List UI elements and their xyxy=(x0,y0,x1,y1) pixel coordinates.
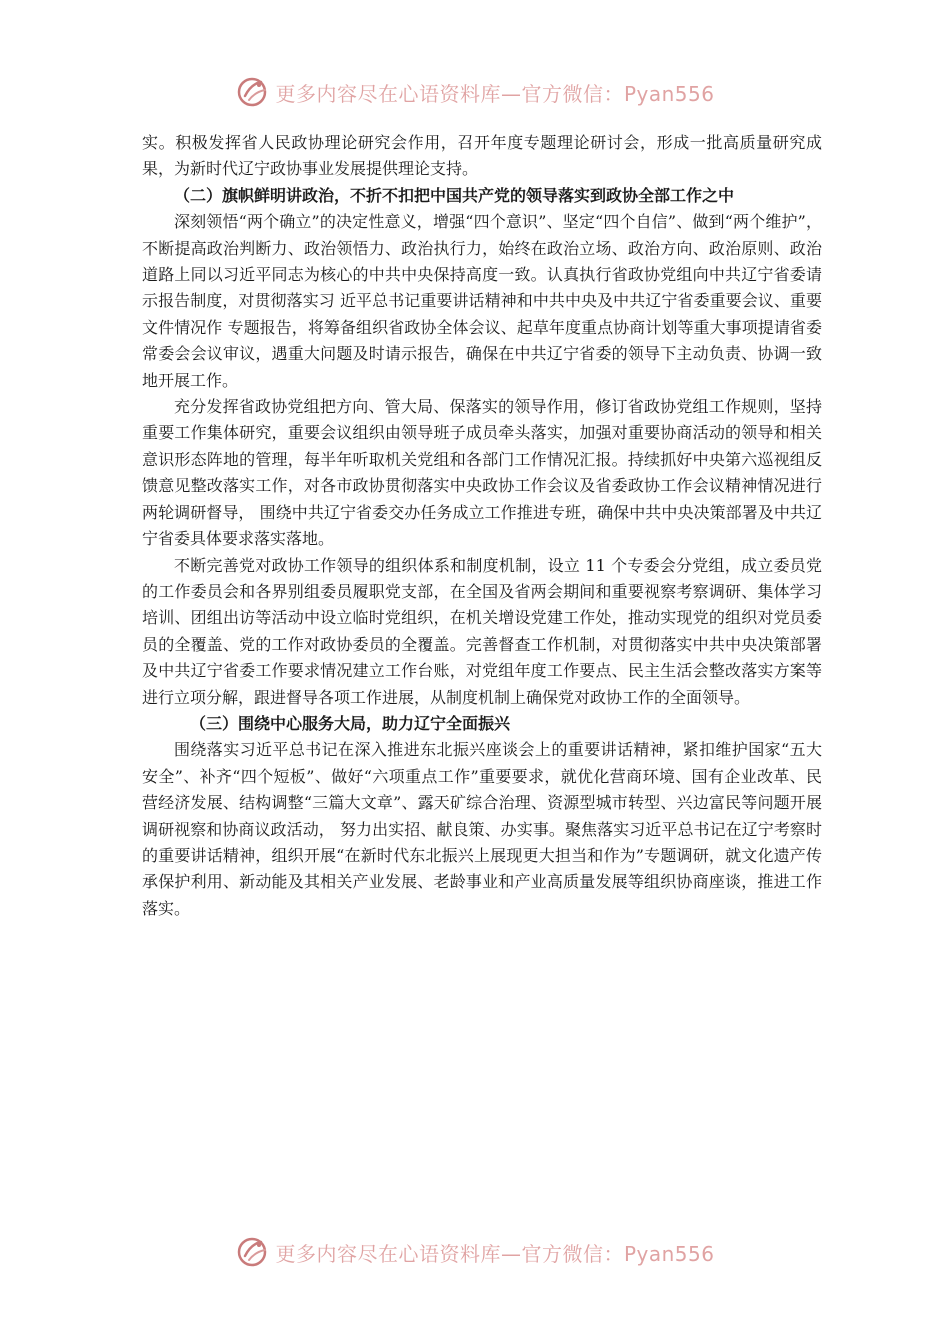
paragraph: 围绕落实习近平总书记在深入推进东北振兴座谈会上的重要讲话精神，紧扣维护国家“五大安全”、补齐“四个短板”、做好“六项重点工作”重要要求，就优化营商环境、国有企业改革、民营经济发展、结构调整“三篇大文章”、露天矿综合治理、资源型城市转型、兴边富民等问题开展调研视察和协商议政活动， 努力出实招、献良策、办实事。聚焦落实习近平总书记在辽宁考察时的重要讲话精神，组织开展“在新时代东北振兴上展现更大担当和作为”专题调研，就文化遗产传承保护利用、新动能及其相关产业发展、老龄事业和产业高质量发展等组织协商座谈，推进工作落实。 xyxy=(142,740,822,918)
library-logo-icon xyxy=(235,1234,271,1270)
library-logo-icon xyxy=(235,74,271,110)
section-heading-2: （二）旗帜鲜明讲政治，不折不扣把中国共产党的领导落实到政协全部工作之中 xyxy=(174,185,735,205)
header-banner xyxy=(0,72,950,112)
footer-banner xyxy=(0,1232,950,1272)
paragraph-continued: 实。积极发挥省人民政协理论研究会作用，召开年度专题理论研讨会，形成一批高质量研究成果，为新时代辽宁政协事业发展提供理论支持。 xyxy=(142,133,822,179)
paragraph: 充分发挥省政协党组把方向、管大局、保落实的领导作用，修订省政协党组工作规则，坚持重要工作集体研究，重要会议组织由领导班子成员牵头落实，加强对重要协商活动的领导和相关意识形态阵地的管理，每半年听取机关党组和各部门工作情况汇报。持续抓好中央第六巡视组反馈意见整改落实工作，对各市政协贯彻落实中央政协工作会议及省委政协工作会议精神情况进行两轮调研督导， 围绕中共辽宁省委交办任务成立工作推进专班，确保中共中央决策部署及中共辽宁省委具体要求落实落地。 xyxy=(142,397,822,549)
paragraph: 不断完善党对政协工作领导的组织体系和制度机制，设立 11 个专委会分党组，成立委员党的工作委员会和各界别组委员履职党支部，在全国及省两会期间和重要视察考察调研、集体学习培训、团组出访等活动中设立临时党组织，在机关增设党建工作处，推动实现党的组织对党员委员的全覆盖、党的工作对政协委员的全覆盖。完善督查工作机制，对贯彻落实中共中央决策部署及中共辽宁省委工作要求情况建立工作台账，对党组年度工作要点、民主生活会整改落实方案等进行立项分解，跟进督导各项工作进展，从制度机制上确保党对政协工作的全面领导。 xyxy=(142,555,822,707)
paragraph: 深刻领悟“两个确立”的决定性意义，增强“四个意识”、坚定“四个自信”、做到“两个维护”，不断提高政治判断力、政治领悟力、政治执行力，始终在政治立场、政治方向、政治原则、政治道路上同以习近平同志为核心的中共中央保持高度一致。认真执行省政协党组向中共辽宁省委请示报告制度，对贯彻落实习 近平总书记重要讲话精神和中共中央及中共辽宁省委重要会议、重要文件情况作 专题报告，将筹备组织省政协全体会议、起草年度重点协商计划等重大事项提请省委常委会会议审议，遇重大问题及时请示报告，确保在中共辽宁省委的领导下主动负责、协调一致地开展工作。 xyxy=(142,212,822,390)
footer-banner-text: 更多内容尽在心语资料库—官方微信：Pyan556 xyxy=(275,1241,715,1266)
document-body xyxy=(142,130,822,922)
section-heading-3: （三）围绕中心服务大局，助力辽宁全面振兴 xyxy=(190,713,511,733)
header-banner-text: 更多内容尽在心语资料库—官方微信：Pyan556 xyxy=(275,81,715,106)
